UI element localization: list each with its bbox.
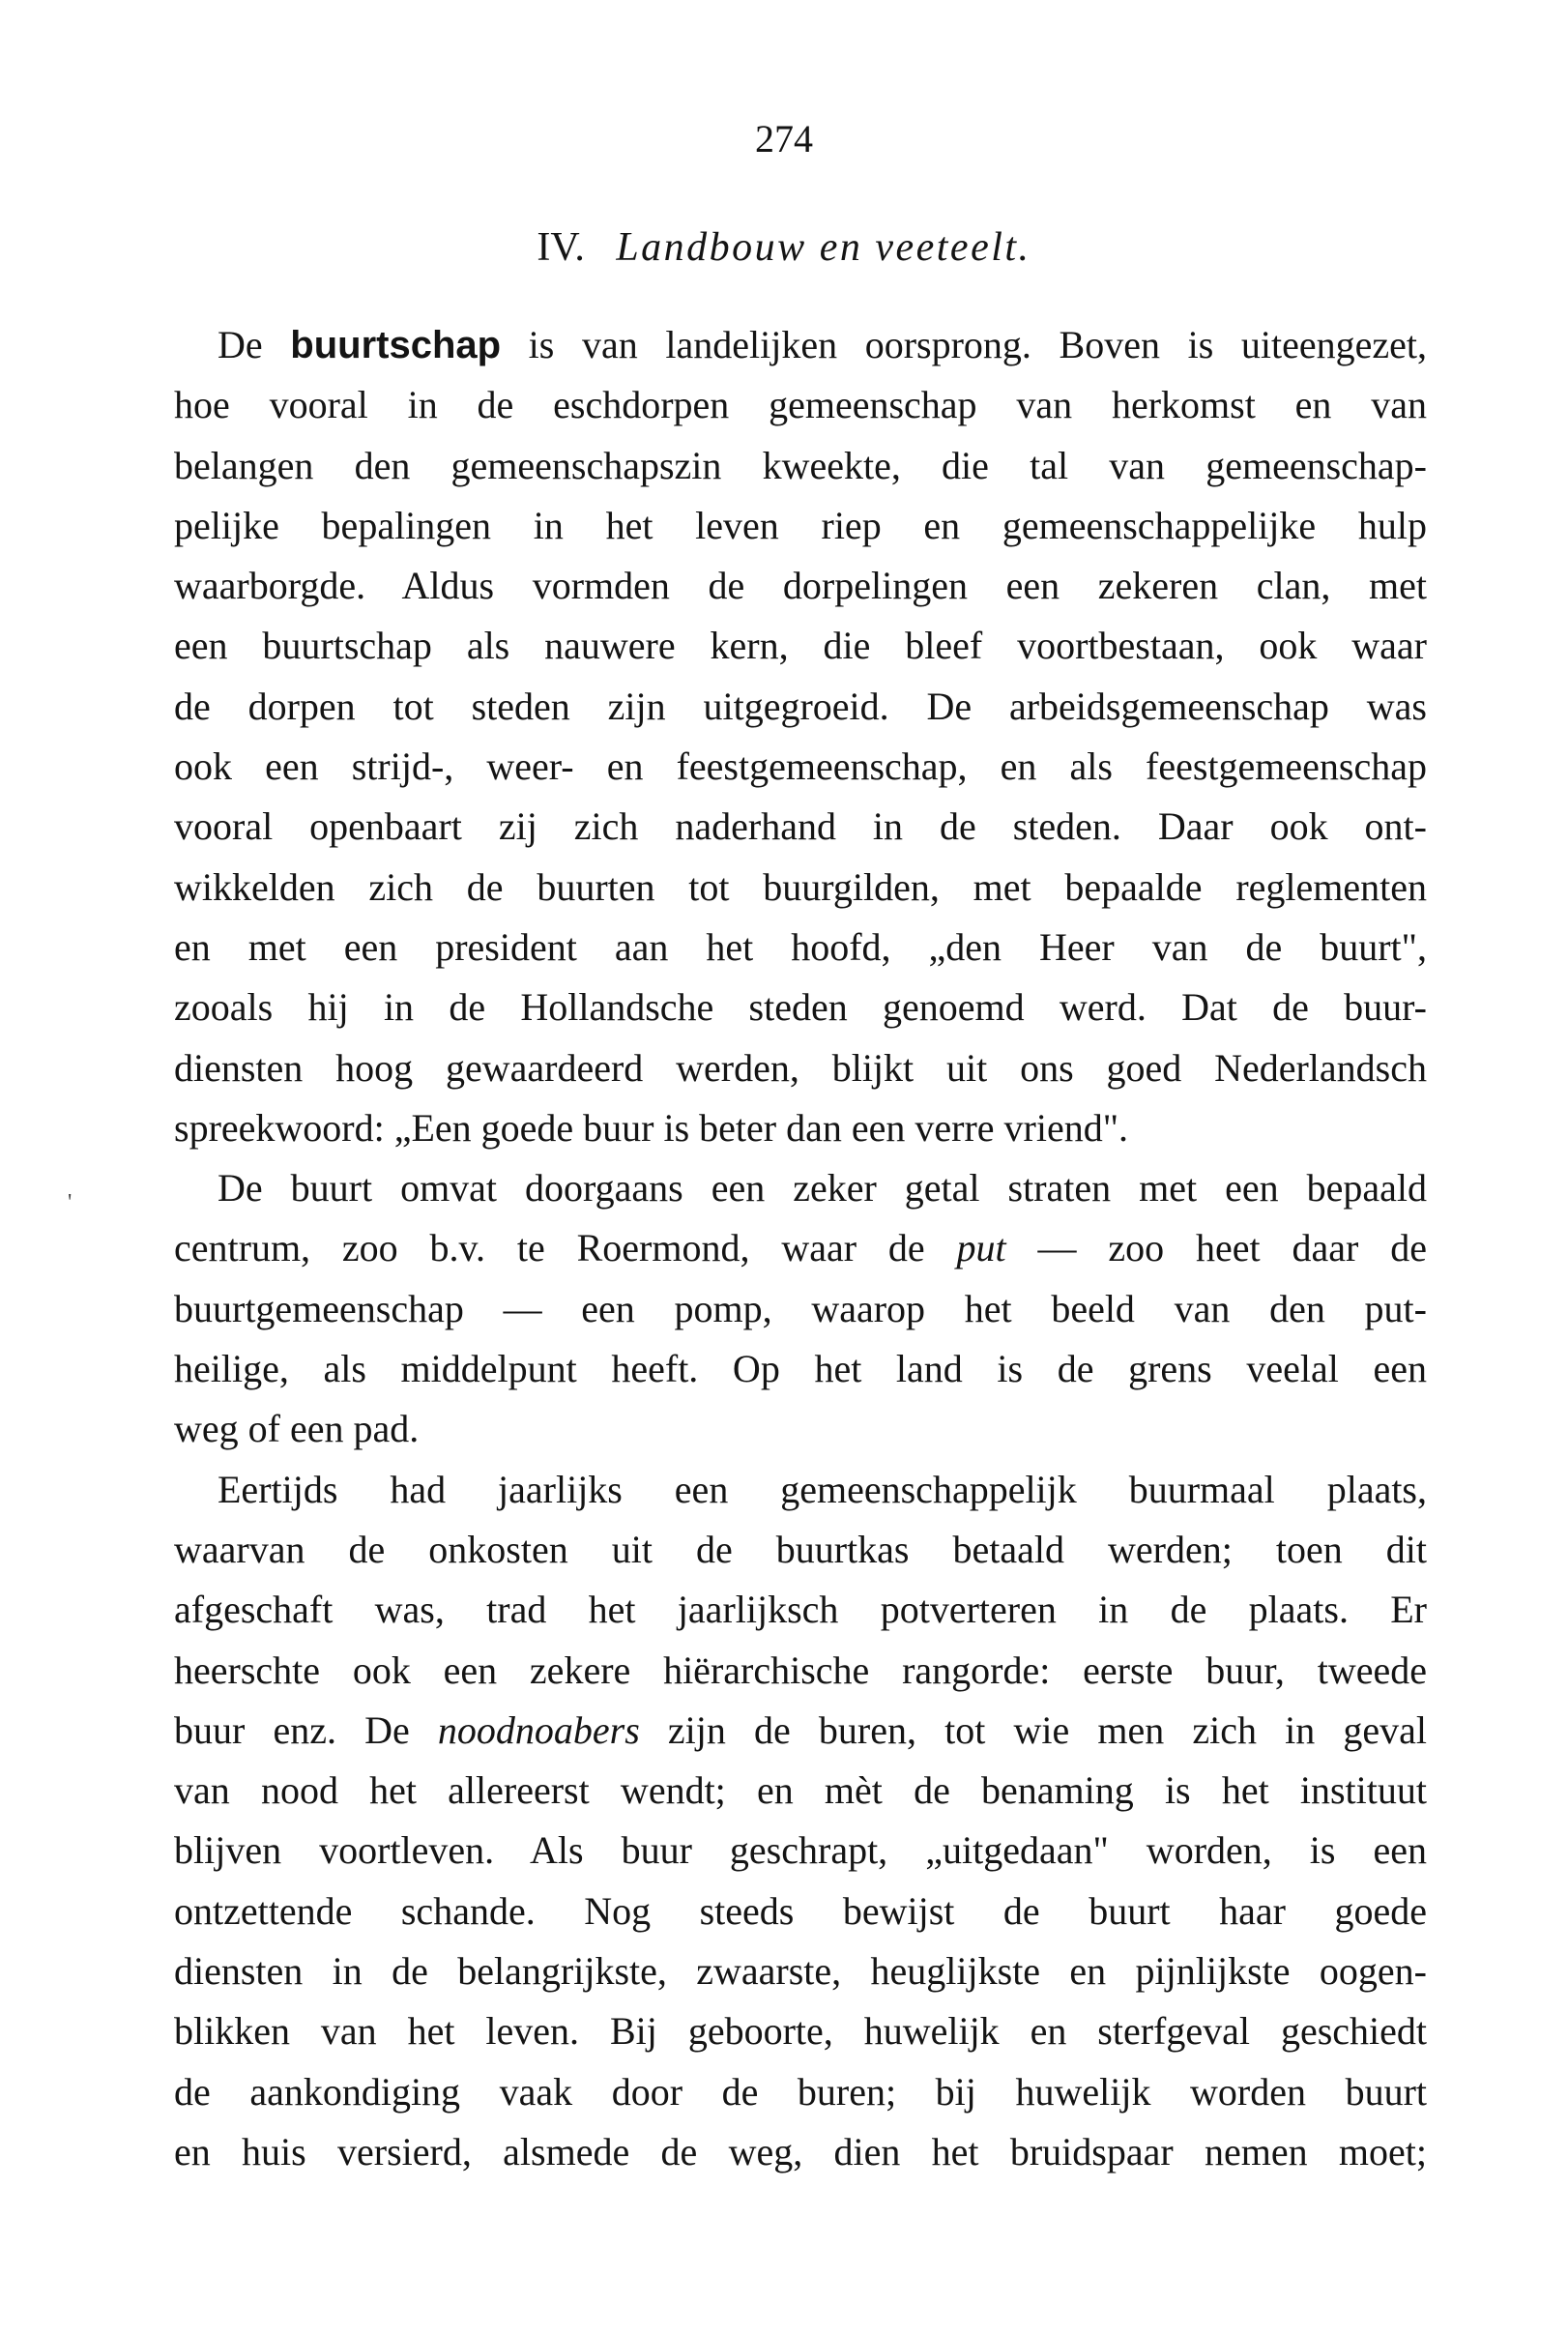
section-title: Landbouw en veeteelt. [616, 225, 1031, 270]
text-line: buur enz. De noodnoabers zijn de buren, tot wie men zich in geval [174, 1707, 1427, 1752]
text-line: De buurt omvat doorgaans een zeker getal straten met een bepaald [218, 1166, 1427, 1211]
text-line: de dorpen tot steden zijn uitgegroeid. De arbeidsgemeenschap was [174, 684, 1427, 728]
text-line: diensten hoog gewaardeerd werden, blijkt uit ons goed Nederlandsch [174, 1045, 1427, 1090]
page-number: 274 [755, 117, 813, 160]
margin-mark: ' [68, 1190, 73, 1215]
text-line: en met een president aan het hoofd, „den Heer van de buurt", [174, 924, 1427, 969]
emphasized-term: noodnoabers [437, 1707, 640, 1752]
text-line: diensten in de belangrijkste, zwaarste, heuglijkste en pijnlijkste oogen- [174, 1949, 1427, 1994]
text-line: en huis versierd, alsmede de weg, dien het bruidspaar nemen moet; [174, 2129, 1427, 2174]
text-line: heilige, als middelpunt heeft. Op het land is de grens veelal een [174, 1347, 1427, 1391]
text-line: belangen den gemeenschapszin kweekte, die tal van gemeenschap- [174, 443, 1427, 487]
text-line: heerschte ook een zekere hiërarchische rangorde: eerste buur, tweede [174, 1648, 1427, 1692]
text-line: De buurtschap is van landelijken oorsprong. Boven is uiteengezet, [218, 323, 1427, 366]
text-line: pelijke bepalingen in het leven riep en gemeenschappelijke hulp [174, 503, 1427, 547]
section-numeral: IV. [537, 225, 585, 270]
emphasized-term: put [956, 1226, 1006, 1270]
text-line: vooral openbaart zij zich naderhand in de steden. Daar ook ont- [174, 804, 1427, 849]
text-line: Eertijds had jaarlijks een gemeenschappelijk buurmaal plaats, [218, 1467, 1427, 1511]
text-line: een buurtschap als nauwere kern, die bleef voortbestaan, ook waar [174, 624, 1427, 668]
text-line: ook een strijd-, weer- en feestgemeenschap, en als feestgemeenschap [174, 744, 1427, 789]
section-heading [0, 219, 1568, 277]
text-line: spreekwoord: „Een goede buur is beter dan een verre vriend". [174, 1105, 1129, 1150]
text-line: zooals hij in de Hollandsche steden genoemd werd. Dat de buur- [174, 985, 1427, 1030]
text-line: wikkelden zich de buurten tot buurgilden, met bepaalde reglementen [174, 864, 1427, 909]
text-line: de aankondiging vaak door de buren; bij huwelijk worden buurt [174, 2069, 1427, 2114]
paragraph [174, 1460, 1427, 2183]
paragraph [174, 1158, 1427, 1459]
text-line: ontzettende schande. Nog steeds bewijst de buurt haar goede [174, 1888, 1427, 1933]
body-text [174, 315, 1427, 2182]
text-line: waarborgde. Aldus vormden de dorpelingen een zekeren clan, met [174, 564, 1427, 608]
text-line: afgeschaft was, trad het jaarlijksch potverteren in de plaats. Er [174, 1588, 1427, 1632]
text-line: van nood het allereerst wendt; en mèt de benaming is het instituut [174, 1768, 1427, 1813]
emphasized-term: buurtschap [290, 324, 502, 366]
text-line: buurtgemeenschap — een pomp, waarop het beeld van den put- [174, 1286, 1427, 1330]
text-line: hoe vooral in de eschdorpen gemeenschap van herkomst en van [174, 383, 1427, 427]
text-line: centrum, zoo b.v. te Roermond, waar de put — zoo heet daar de [174, 1226, 1427, 1270]
text-line: weg of een pad. [174, 1407, 420, 1451]
text-line: waarvan de onkosten uit de buurtkas betaald werden; toen dit [174, 1527, 1427, 1571]
paragraph [174, 315, 1427, 1158]
text-line: blikken van het leven. Bij geboorte, huwelijk en sterfgeval geschiedt [174, 2009, 1427, 2054]
text-line: blijven voortleven. Als buur geschrapt, „uitgedaan" worden, is een [174, 1828, 1427, 1873]
